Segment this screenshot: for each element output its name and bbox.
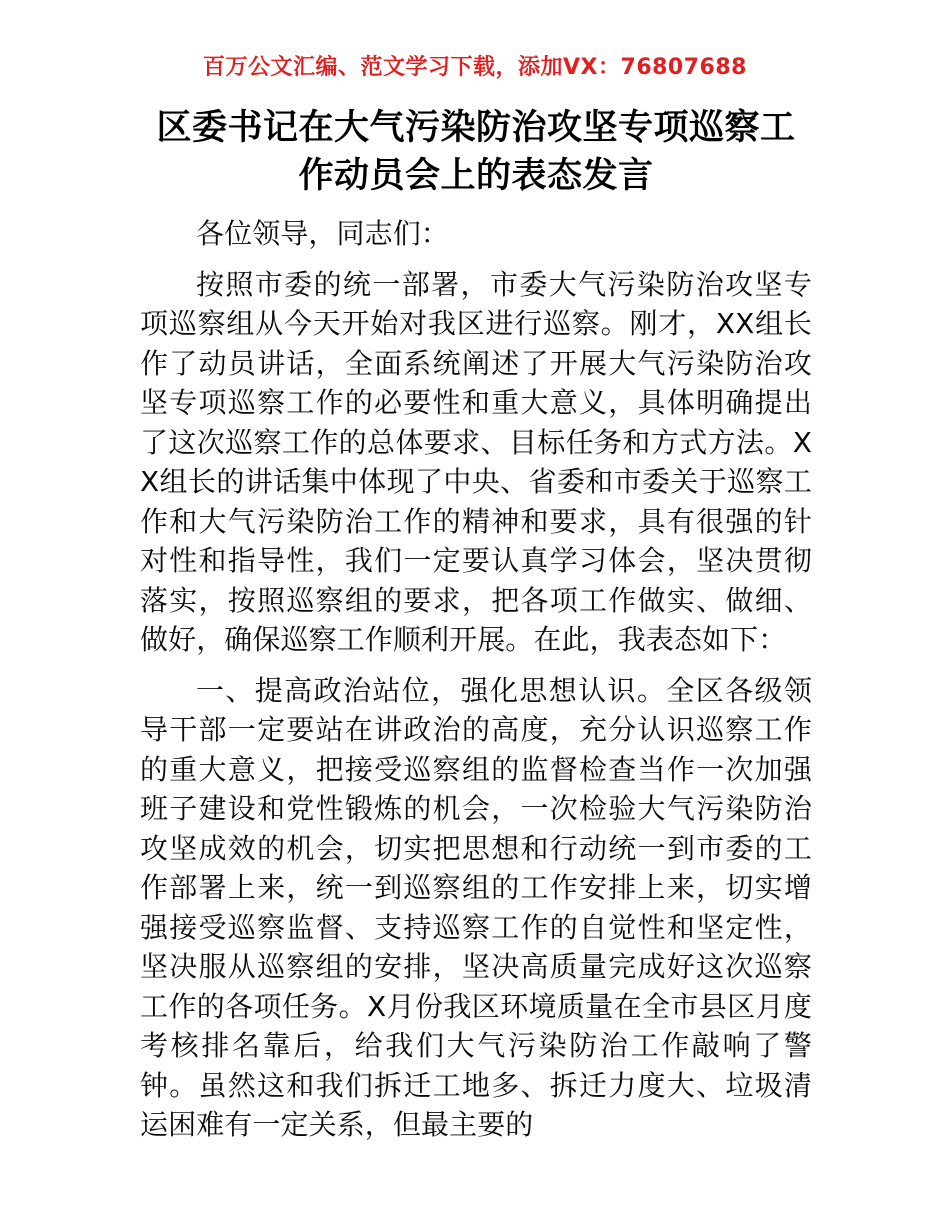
promo-banner-text: 百万公文汇编、范文学习下载，添加VX：76807688 — [203, 55, 747, 80]
intro-paragraph: 按照市委的统一部署，市委大气污染防治攻坚专项巡察组从今天开始对我区进行巡察。刚才，XX组长作了动员讲话，全面系统阐述了开展大气污染防治攻坚专项巡察工作的必要性和重大意义，具体明确提出了这次巡察工作的总体要求、目标任务和方式方法。XX组长的讲话集中体现了中央、省委和市委关于巡察工作和大气污染防治工作的精神和要求，具有很强的针对性和指导性，我们一定要认真学习体会，坚决贯彻落实，按照巡察组的要求，把各项工作做实、做细、做好，确保巡察工作顺利开展。在此，我表态如下： — [140, 267, 812, 656]
document-body — [140, 104, 812, 1145]
document-title: 区委书记在大气污染防治攻坚专项巡察工作动员会上的表态发言 — [156, 108, 796, 196]
salutation-paragraph: 各位领导，同志们： — [196, 217, 449, 250]
section-one-paragraph: 一、提高政治站位，强化思想认识。全区各级领导干部一定要站在讲政治的高度，充分认识巡察工作的重大意义，把接受巡察组的监督检查当作一次加强班子建设和党性锻炼的机会，一次检验大气污染防治攻坚成效的机会，切实把思想和行动统一到市委的工作部署上来，统一到巡察组的工作安排上来，切实增强接受巡察监督、支持巡察工作的自觉性和坚定性，坚决服从巡察组的安排，坚决高质量完成好这次巡察工作的各项任务。X月份我区环境质量在全市县区月度考核排名靠后，给我们大气污染防治工作敲响了警钟。虽然这和我们拆迁工地多、拆迁力度大、垃圾清运困难有一定关系，但最主要的 — [140, 673, 812, 1141]
